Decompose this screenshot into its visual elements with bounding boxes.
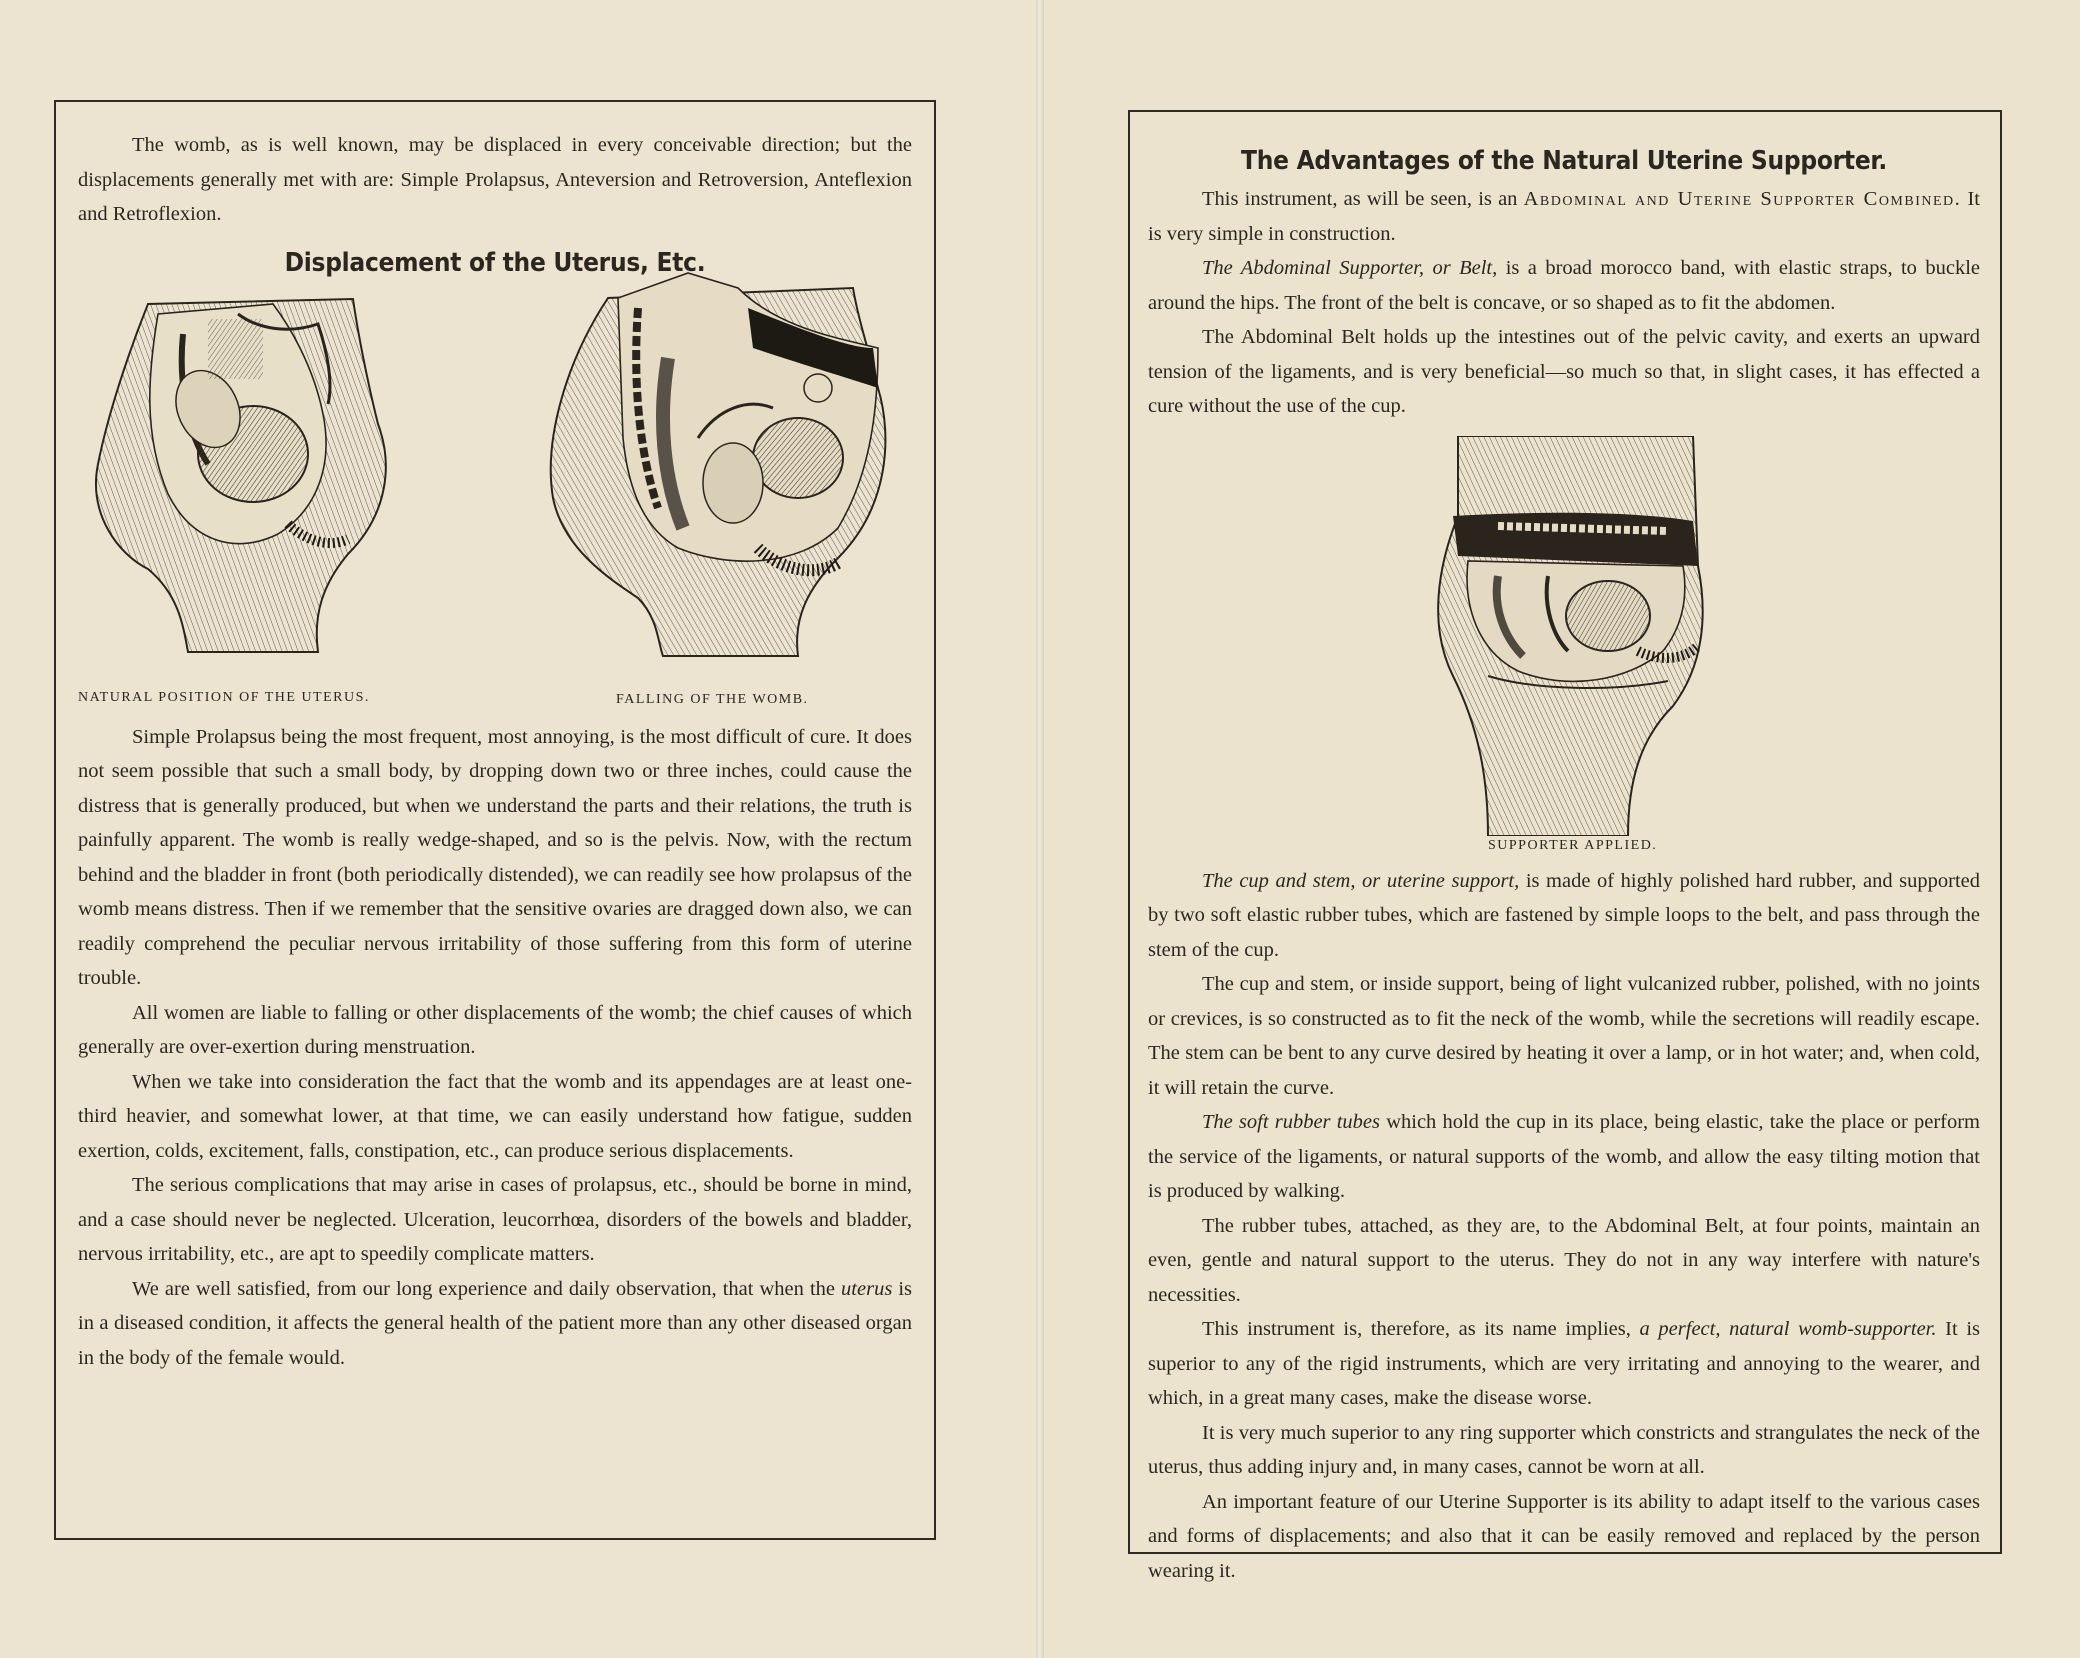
prolapsus-paragraph: Simple Prolapsus being the most frequent, most annoying, is the most difficult of cure. It does not seem possible that such a small body, by dropping down two or three inches, could cause the distress that is generally produced, but when we understand the parts and their relations, the truth is painfully apparent. The womb is really wedge-shaped, and so is the pelvis. Now, with the rectum behind and the bladder in front (both periodically distended), we can readily see how prolapsus of the womb means distress. Then if we remember that the sensitive ovaries are dragged down also, we can readily comprehend the peculiar nervous irritability of those suffering from this form of uterine trouble.: [78, 725, 912, 989]
ring-supporter-paragraph: It is very much superior to any ring supporter which constricts and strangulates the neck of the uterus, thus adding injury and, in many cases, cannot be worn at all.: [1148, 1421, 1980, 1478]
right-page-frame: [1128, 110, 2002, 1582]
intro-paragraph: The womb, as is well known, may be displaced in every conceivable direction; but the displacements generally met with are: Simple Prolapsus, Anteversion and Retroversion, Anteflexion and Retroflexion.: [78, 134, 912, 225]
advantages-heading: The Advantages of the Natural Uterine Supporter.: [1241, 146, 1887, 176]
tubes-attached-paragraph: The rubber tubes, attached, as they are, to the Abdominal Belt, at four points, maintain an even, gentle and natural support to the uterus. They do not in any way interfere with nature's necessities.: [1148, 1214, 1980, 1306]
liability-paragraph: All women are liable to falling or other displacements of the womb; the chief causes of which generally are over-exertion during menstruation.: [78, 1001, 912, 1058]
falling-womb-caption: FALLING OF THE WOMB.: [616, 691, 809, 707]
important-feature-paragraph: An important feature of our Uterine Supporter is its ability to adapt itself to the various cases and forms of displacements; and also that it can be easily removed and replaced by the person wearing it.: [1148, 1490, 1980, 1582]
falling-womb-engraving: [548, 268, 928, 658]
displacement-heading: Displacement of the Uterus, Etc.: [284, 247, 706, 278]
page-fold: [1036, 0, 1044, 1658]
complications-paragraph: The serious complications that may arise in cases of prolapsus, etc., should be borne in mind, and a case should never be neglected. Ulceration, leucorrhœa, disorders of the bowels and bladder, nervous irritability, etc., are apt to speedily complicate matters.: [78, 1174, 912, 1265]
inside-support-paragraph: The cup and stem, or inside support, being of light vulcanized rubber, polished, with no joints or crevices, is so constructed as to fit the neck of the womb, while the secretions will readily escape. The stem can be bent to any curve desired by heating it over a lamp, or in hot water; and, when cold, it will retain the curve.: [1148, 973, 1980, 1099]
rubber-tubes-paragraph: The soft rubber tubes which hold the cup in its place, being elastic, take the place or perform the service of the ligaments, or natural supports of the womb, and allow the easy tilting motion that is produced by walking.: [1148, 1111, 1980, 1202]
supporter-applied-engraving: [1428, 436, 1728, 836]
right-figure-block: [1148, 424, 1980, 864]
perfect-supporter-paragraph: This instrument is, therefore, as its name implies, a perfect, natural womb-supporter. It is superior to any of the rigid instruments, which are very irritating and annoying to the wearer, and which, in a great many cases, make the disease worse.: [1148, 1318, 1981, 1409]
instrument-paragraph: This instrument, as will be seen, is an Abdominal and Uterine Supporter Combined. It is very simple in construction.: [1148, 188, 1980, 245]
natural-position-engraving: [88, 294, 408, 654]
cup-and-stem-paragraph: The cup and stem, or uterine support, is made of highly polished hard rubber, and supported by two soft elastic rubber tubes, which are fastened by simple loops to the belt, and pass through the stem of the cup.: [1148, 869, 1980, 961]
consideration-paragraph: When we take into consideration the fact that the womb and its appendages are at least one-third heavier, and somewhat lower, at that time, we can easily understand how fatigue, sudden exertion, colds, excitement, falls, constipation, etc., can produce serious displacements.: [78, 1070, 912, 1162]
supporter-applied-caption: SUPPORTER APPLIED.: [1488, 837, 1658, 853]
experience-paragraph: We are well satisfied, from our long experience and daily observation, that when the uterus is in a diseased condition, it affects the general health of the patient more than any other diseased organ in the body of the female would.: [78, 1277, 913, 1369]
abdominal-belt-paragraph: The Abdominal Belt holds up the intestines out of the pelvic cavity, and exerts an upward tension of the ligaments, and is very beneficial—so much so that, in slight cases, it has effected a cure without the use of the cup.: [1148, 326, 1980, 417]
left-figures: [78, 278, 912, 720]
left-page-frame: [54, 100, 936, 1540]
belt-paragraph: The Abdominal Supporter, or Belt, is a broad morocco band, with elastic straps, to buckle around the hips. The front of the belt is concave, or so shaped as to fit the abdomen.: [1148, 257, 1980, 314]
natural-position-caption: NATURAL POSITION OF THE UTERUS.: [78, 689, 370, 705]
